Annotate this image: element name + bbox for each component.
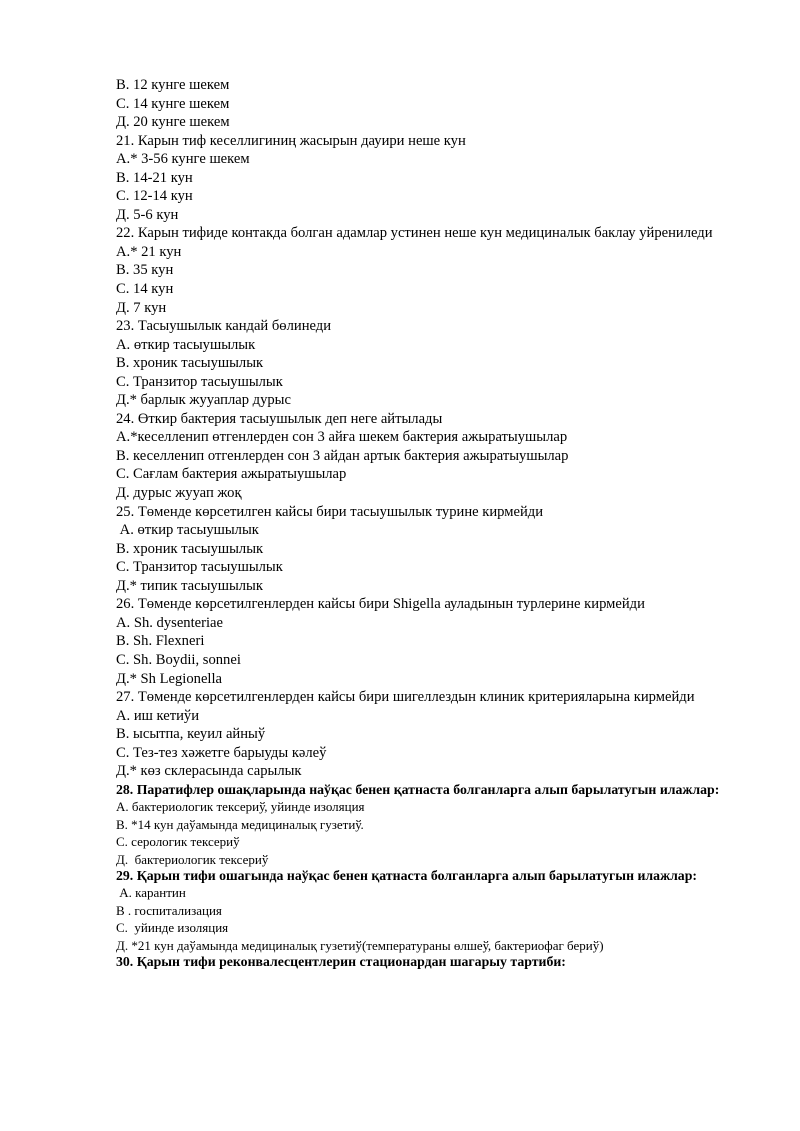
question-28: 28. Паратифлер ошақларында наўқас бенен қатнаста болганларга алып барылатугын илажлар: <box>116 781 720 797</box>
answer-option: В . госпитализация <box>116 902 222 918</box>
answer-option: В. 35 кун <box>116 262 174 279</box>
question-24: 24. Өткир бактерия тасыушылык деп неге айтылады <box>116 410 443 427</box>
answer-option: А. өткир тасыушылык <box>116 522 259 539</box>
answer-option: В. *14 кун даўамында медициналық гузетиў. <box>116 816 364 832</box>
question-25: 25. Төменде көрсетилген кайсы бири тасыушылык турине кирмейди <box>116 503 544 520</box>
text-line: В. 12 кунге шекем <box>116 77 230 93</box>
answer-option: А. Sh. dysenteriae <box>116 614 223 631</box>
answer-option: Д. *21 кун даўамында медициналық гузетиў(температураны өлшеў, бактериофаг бериў) <box>116 937 604 953</box>
answer-option: В. 14-21 кун <box>116 169 193 186</box>
answer-option: В. ысытпа, кеуил айныў <box>116 726 266 743</box>
answer-option: С. Транзитор тасыушылык <box>116 373 283 390</box>
question-23: 23. Тасыушылык кандай бөлинеди <box>116 318 332 335</box>
answer-option: А. өткир тасыушылык <box>116 336 256 353</box>
answer-option: С. Sh. Boydii, sonnei <box>116 651 241 668</box>
answer-option: Д. дурыс жууап жоқ <box>116 485 242 502</box>
answer-option: С. Тез-тез хәжетге барыуды кәлеў <box>116 744 327 761</box>
text-line: С. 14 кунге шекем <box>116 95 230 112</box>
question-27: 27. Төменде көрсетилгенлерден кайсы бири шигеллездын клиник критерияларына кирмейди <box>116 689 695 706</box>
answer-option: С. Транзитор тасыушылык <box>116 559 283 576</box>
question-30: 30. Қарын тифи реконвалесцентлерин стационардан шагарыу тартиби: <box>116 954 566 970</box>
answer-option: Д. 5-6 кун <box>116 206 179 223</box>
question-29: 29. Қарын тифи ошагында наўқас бенен қатнаста болганларга алып барылатугын илажлар: <box>116 867 697 883</box>
answer-option: С. уйинде изоляция <box>116 920 229 936</box>
answer-option: С. Сағлам бактерия ажыратыушылар <box>116 466 347 483</box>
question-26: 26. Төменде көрсетилгенлерден кайсы бири Shigella ауладынын турлерине кирмейди <box>116 596 645 613</box>
answer-option: В. хроник тасыушылык <box>116 540 264 557</box>
answer-option: Д. 7 кун <box>116 299 167 316</box>
document-page <box>116 76 742 971</box>
question-21: 21. Карын тиф кеселлигиниң жасырын дауири неше кун <box>116 132 466 149</box>
answer-option: А. иш кетиўи <box>116 707 200 724</box>
question-22: 22. Карын тифиде контакда болган адамлар устинен неше кун медициналык баклау уйрениледи <box>116 225 713 242</box>
answer-option: С. серологик тексериў <box>116 834 240 850</box>
answer-option: Д.* барлык жууаплар дурыс <box>116 392 291 409</box>
answer-option: С. 14 кун <box>116 281 174 298</box>
answer-option: А. карантин <box>116 885 186 901</box>
answer-option: Д. бактериологик тексериў <box>116 851 269 867</box>
answer-option: Д.* типик тасыушылык <box>116 577 263 594</box>
answer-option: А.*кеселленип өтгенлерден сон 3 айға шекем бактерия ажыратыушылар <box>116 429 568 446</box>
text-line: Д. 20 кунге шекем <box>116 114 230 131</box>
answer-option: А.* 21 кун <box>116 243 182 260</box>
answer-option: В. хроник тасыушылык <box>116 355 264 372</box>
answer-option: Д.* Sh Legionella <box>116 670 223 687</box>
answer-option: А.* 3-56 кунге шекем <box>116 151 250 168</box>
answer-option: В. кеселленип отгенлерден сон 3 айдан артык бактерия ажыратыушылар <box>116 447 569 464</box>
answer-option: Д.* көз склерасында сарылык <box>116 763 302 780</box>
answer-option: А. бактериологик тексериў, уйинде изоляция <box>116 799 365 815</box>
answer-option: В. Sh. Flexneri <box>116 633 205 650</box>
answer-option: С. 12-14 кун <box>116 188 193 205</box>
